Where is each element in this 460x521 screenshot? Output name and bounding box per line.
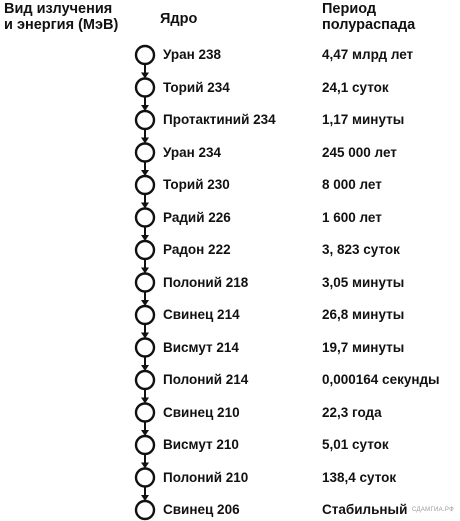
header-half-life-line1: Период — [322, 1, 377, 17]
half-life-value: 138,4 суток — [322, 469, 397, 485]
half-life-value: 1 600 лет — [322, 209, 382, 225]
nuclide-name: Полоний 218 — [163, 274, 249, 290]
nuclide-name: Свинец 210 — [163, 404, 240, 420]
half-life-value: 19,7 минуты — [322, 339, 405, 355]
half-life-value: 5,01 суток — [322, 437, 389, 452]
half-life-value: 24,1 суток — [322, 79, 389, 95]
watermark: СДАМГИА.РФ — [412, 507, 454, 513]
nuclide-circle — [136, 306, 154, 324]
half-life-value: 26,8 минуты — [322, 307, 405, 322]
half-life-value: 4,47 млрд лет — [322, 47, 414, 62]
nuclide-name: Полоний 210 — [163, 469, 249, 485]
nuclide-name: Полоний 214 — [163, 372, 249, 387]
header-half-life-line2: полураспада — [322, 17, 416, 33]
nuclide-circle — [136, 501, 154, 519]
half-life-value: 8 000 лет — [322, 177, 382, 192]
nuclide-circle — [136, 111, 154, 129]
nuclide-circle — [136, 144, 154, 162]
half-life-value: Стабильный — [322, 502, 408, 517]
header-nucleus: Ядро — [160, 11, 198, 27]
nuclide-name: Уран 238 — [163, 47, 222, 62]
nuclide-circle — [136, 79, 154, 97]
nuclide-name: Радий 226 — [163, 209, 231, 225]
nuclide-circle — [136, 209, 154, 227]
half-life-value: 1,17 минуты — [322, 112, 405, 127]
half-life-value: 3,05 минуты — [322, 274, 405, 290]
nuclide-circle — [136, 436, 154, 454]
nuclide-name: Торий 234 — [163, 79, 230, 95]
nuclide-circle — [136, 241, 154, 259]
nuclide-circle — [136, 274, 154, 292]
nuclide-name: Радон 222 — [163, 242, 231, 257]
nuclide-circle — [136, 469, 154, 487]
nuclide-name: Висмут 210 — [163, 437, 239, 452]
nuclide-name: Свинец 214 — [163, 307, 240, 322]
nuclide-circle — [136, 46, 154, 64]
nuclide-circle — [136, 176, 154, 194]
nuclide-circle — [136, 404, 154, 422]
half-life-value: 22,3 года — [322, 404, 382, 420]
half-life-value: 245 000 лет — [322, 144, 397, 160]
nuclide-name: Висмут 214 — [163, 339, 239, 355]
nuclide-name: Протактиний 234 — [163, 112, 276, 127]
nuclide-circle — [136, 339, 154, 357]
half-life-value: 0,000164 секунды — [322, 372, 440, 387]
nuclide-name: Торий 230 — [163, 177, 230, 192]
nuclide-name: Уран 234 — [163, 144, 222, 160]
header-radiation-line1: Вид излучения — [4, 1, 113, 17]
nuclide-name: Свинец 206 — [163, 502, 240, 517]
half-life-value: 3, 823 суток — [322, 242, 400, 257]
header-radiation-line2: и энергия (МэВ) — [4, 17, 119, 33]
nuclide-circle — [136, 371, 154, 389]
